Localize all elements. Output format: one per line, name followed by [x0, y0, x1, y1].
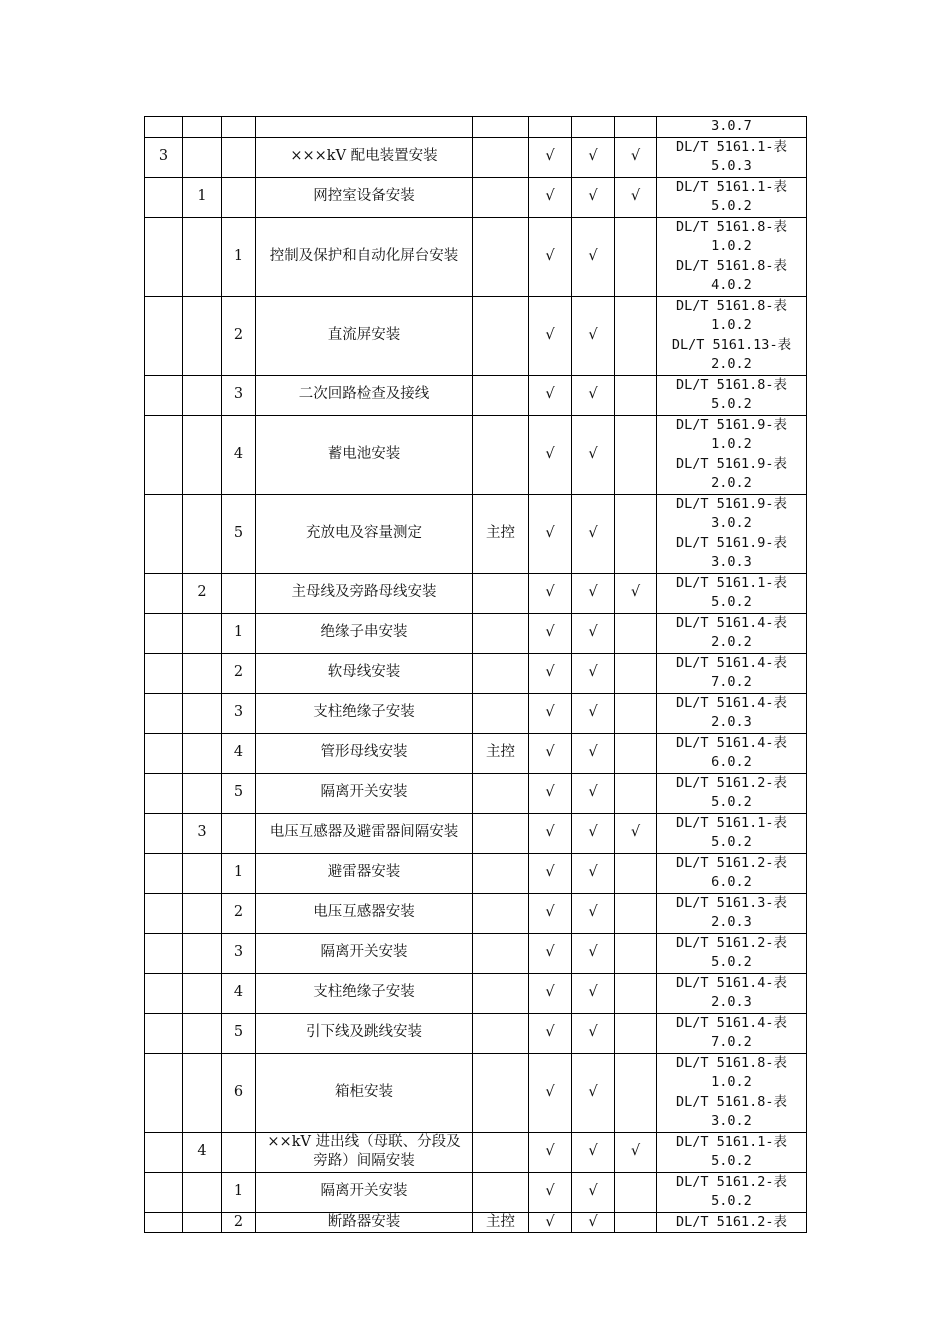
check-mark-cell-3 [615, 653, 657, 693]
check-mark-cell-2: √ [572, 773, 615, 813]
control-point-cell [473, 415, 529, 494]
table-row [145, 733, 807, 773]
table-row [145, 1132, 807, 1172]
standard-reference-cell [657, 375, 807, 415]
standard-reference-line: 3.0.2 [711, 515, 752, 531]
standard-reference-line: DL/T 5161.2-表 [675, 1213, 788, 1230]
table-row [145, 177, 807, 217]
standard-reference-line: 2.0.2 [711, 356, 752, 372]
level1-number-cell [145, 415, 183, 494]
level2-number-cell [183, 415, 222, 494]
level2-number-cell [183, 494, 222, 573]
level2-number-cell [183, 375, 222, 415]
work-item-name-cell: 引下线及跳线安装 [256, 1013, 473, 1053]
level3-number-cell [222, 117, 256, 138]
check-mark-cell-3: √ [615, 1132, 657, 1172]
standard-reference-cell [657, 693, 807, 733]
level1-number-cell [145, 1053, 183, 1132]
work-item-name-cell: 直流屏安装 [256, 296, 473, 375]
level3-number-cell: 1 [222, 1172, 256, 1212]
control-point-cell: 主控 [473, 733, 529, 773]
level2-number-cell: 2 [183, 573, 222, 613]
table-row [145, 573, 807, 613]
check-mark-cell-1: √ [529, 1212, 572, 1233]
control-point-cell: 主控 [473, 1212, 529, 1233]
table-body [145, 117, 807, 1233]
standard-reference-cell [657, 415, 807, 494]
control-point-cell [473, 296, 529, 375]
standard-reference-line: 5.0.2 [711, 198, 752, 214]
standard-reference-cell [657, 853, 807, 893]
standard-reference-cell [657, 117, 807, 138]
check-mark-cell-3 [615, 613, 657, 653]
table-row [145, 217, 807, 296]
check-mark-cell-1: √ [529, 1172, 572, 1212]
level1-number-cell [145, 375, 183, 415]
level1-number-cell [145, 653, 183, 693]
work-item-name-cell [256, 117, 473, 138]
check-mark-cell-2: √ [572, 653, 615, 693]
check-mark-cell-3 [615, 415, 657, 494]
work-item-name-cell: 支柱绝缘子安装 [256, 693, 473, 733]
standard-reference-cell [657, 933, 807, 973]
control-point-cell [473, 693, 529, 733]
level2-number-cell [183, 893, 222, 933]
standard-reference-cell [657, 573, 807, 613]
work-item-name-cell: 主母线及旁路母线安装 [256, 573, 473, 613]
control-point-cell [473, 375, 529, 415]
standard-reference-cell [657, 217, 807, 296]
standard-reference-cell [657, 733, 807, 773]
standard-reference-line: DL/T 5161.1-表 [675, 178, 788, 195]
table-row [145, 973, 807, 1013]
level2-number-cell [183, 933, 222, 973]
check-mark-cell-3 [615, 375, 657, 415]
standard-reference-line: 5.0.2 [711, 834, 752, 850]
check-mark-cell-1: √ [529, 933, 572, 973]
control-point-cell [473, 653, 529, 693]
standard-reference-line: DL/T 5161.4-表 [675, 974, 788, 991]
check-mark-cell-1: √ [529, 177, 572, 217]
work-item-name-cell: ×××kV 配电装置安装 [256, 137, 473, 177]
check-mark-cell-2: √ [572, 1013, 615, 1053]
standard-reference-line: 5.0.2 [711, 794, 752, 810]
control-point-cell [473, 1013, 529, 1053]
control-point-cell [473, 177, 529, 217]
check-mark-cell-1: √ [529, 693, 572, 733]
control-point-cell [473, 1132, 529, 1172]
level3-number-cell [222, 573, 256, 613]
work-item-name-cell: 隔离开关安装 [256, 933, 473, 973]
level1-number-cell [145, 1132, 183, 1172]
check-mark-cell-3 [615, 933, 657, 973]
level2-number-cell: 3 [183, 813, 222, 853]
check-mark-cell-3: √ [615, 177, 657, 217]
check-mark-cell-3 [615, 1212, 657, 1233]
check-mark-cell-3: √ [615, 573, 657, 613]
check-mark-cell-2: √ [572, 733, 615, 773]
standard-reference-line: DL/T 5161.4-表 [675, 694, 788, 711]
table-row [145, 1212, 807, 1233]
standard-reference-line: 2.0.2 [711, 475, 752, 491]
check-mark-cell-2 [572, 117, 615, 138]
table-row [145, 933, 807, 973]
table-row [145, 773, 807, 813]
check-mark-cell-1: √ [529, 973, 572, 1013]
check-mark-cell-1: √ [529, 733, 572, 773]
level2-number-cell [183, 217, 222, 296]
level2-number-cell [183, 733, 222, 773]
check-mark-cell-1: √ [529, 813, 572, 853]
check-mark-cell-3 [615, 1013, 657, 1053]
standard-reference-line: DL/T 5161.9-表 [675, 534, 788, 551]
level1-number-cell [145, 217, 183, 296]
check-mark-cell-2: √ [572, 177, 615, 217]
level3-number-cell: 1 [222, 217, 256, 296]
level2-number-cell [183, 693, 222, 733]
table-row [145, 296, 807, 375]
standard-reference-cell [657, 653, 807, 693]
standard-reference-line: DL/T 5161.13-表 [671, 336, 792, 353]
standard-reference-line: 2.0.2 [711, 634, 752, 650]
level2-number-cell [183, 1172, 222, 1212]
check-mark-cell-1: √ [529, 653, 572, 693]
standard-reference-line: DL/T 5161.8-表 [675, 257, 788, 274]
standard-reference-line: 5.0.3 [711, 158, 752, 174]
level3-number-cell: 2 [222, 653, 256, 693]
level3-number-cell: 2 [222, 1212, 256, 1233]
control-point-cell [473, 613, 529, 653]
table-row [145, 375, 807, 415]
work-item-name-cell: 隔离开关安装 [256, 1172, 473, 1212]
check-mark-cell-1: √ [529, 773, 572, 813]
work-item-name-cell: 避雷器安装 [256, 853, 473, 893]
level1-number-cell [145, 573, 183, 613]
inspection-items-table [144, 116, 807, 1233]
standard-reference-line: 3.0.2 [711, 1113, 752, 1129]
standard-reference-line: 6.0.2 [711, 874, 752, 890]
check-mark-cell-1 [529, 117, 572, 138]
check-mark-cell-3: √ [615, 137, 657, 177]
check-mark-cell-1: √ [529, 1053, 572, 1132]
level2-number-cell [183, 1013, 222, 1053]
check-mark-cell-2: √ [572, 853, 615, 893]
standard-reference-cell [657, 813, 807, 853]
standard-reference-line: DL/T 5161.8-表 [675, 376, 788, 393]
check-mark-cell-2: √ [572, 1053, 615, 1132]
standard-reference-line: DL/T 5161.2-表 [675, 1173, 788, 1190]
work-item-name-cell: 充放电及容量测定 [256, 494, 473, 573]
work-item-name-cell: 电压互感器安装 [256, 893, 473, 933]
level1-number-cell [145, 613, 183, 653]
table-row [145, 693, 807, 733]
check-mark-cell-3 [615, 1053, 657, 1132]
level3-number-cell [222, 177, 256, 217]
level1-number-cell [145, 853, 183, 893]
standard-reference-line: DL/T 5161.2-表 [675, 854, 788, 871]
level1-number-cell [145, 1172, 183, 1212]
work-item-name-cell: 支柱绝缘子安装 [256, 973, 473, 1013]
check-mark-cell-2: √ [572, 375, 615, 415]
level1-number-cell [145, 693, 183, 733]
work-item-name-cell: 网控室设备安装 [256, 177, 473, 217]
check-mark-cell-1: √ [529, 893, 572, 933]
work-item-name-cell: 蓄电池安装 [256, 415, 473, 494]
control-point-cell [473, 893, 529, 933]
standard-reference-line: DL/T 5161.1-表 [675, 1133, 788, 1150]
standard-reference-line: 5.0.2 [711, 1193, 752, 1209]
standard-reference-cell [657, 494, 807, 573]
check-mark-cell-2: √ [572, 1172, 615, 1212]
standard-reference-line: DL/T 5161.3-表 [675, 894, 788, 911]
check-mark-cell-2: √ [572, 613, 615, 653]
check-mark-cell-2: √ [572, 1132, 615, 1172]
table-row [145, 1172, 807, 1212]
check-mark-cell-1: √ [529, 375, 572, 415]
standard-reference-cell [657, 177, 807, 217]
check-mark-cell-3 [615, 494, 657, 573]
level3-number-cell: 5 [222, 1013, 256, 1053]
check-mark-cell-3 [615, 853, 657, 893]
check-mark-cell-2: √ [572, 137, 615, 177]
level2-number-cell [183, 117, 222, 138]
work-item-name-cell: ××kV 进出线（母联、分段及旁路）间隔安装 [256, 1132, 473, 1172]
check-mark-cell-2: √ [572, 693, 615, 733]
level1-number-cell [145, 1013, 183, 1053]
table-row [145, 137, 807, 177]
work-item-name-cell: 二次回路检查及接线 [256, 375, 473, 415]
check-mark-cell-3 [615, 217, 657, 296]
standard-reference-cell [657, 893, 807, 933]
standard-reference-line: DL/T 5161.4-表 [675, 734, 788, 751]
control-point-cell [473, 117, 529, 138]
table-row [145, 1013, 807, 1053]
control-point-cell [473, 137, 529, 177]
standard-reference-line: 6.0.2 [711, 754, 752, 770]
standard-reference-cell [657, 296, 807, 375]
level2-number-cell [183, 613, 222, 653]
standard-reference-cell [657, 613, 807, 653]
standard-reference-line: DL/T 5161.1-表 [675, 138, 788, 155]
control-point-cell [473, 853, 529, 893]
standard-reference-line: 1.0.2 [711, 436, 752, 452]
check-mark-cell-3 [615, 1172, 657, 1212]
check-mark-cell-2: √ [572, 1212, 615, 1233]
level3-number-cell: 2 [222, 893, 256, 933]
table-row [145, 613, 807, 653]
check-mark-cell-1: √ [529, 415, 572, 494]
level3-number-cell: 3 [222, 375, 256, 415]
standard-reference-line: DL/T 5161.1-表 [675, 814, 788, 831]
standard-reference-cell [657, 973, 807, 1013]
standard-reference-line: DL/T 5161.2-表 [675, 774, 788, 791]
check-mark-cell-1: √ [529, 573, 572, 613]
level1-number-cell [145, 893, 183, 933]
level3-number-cell: 5 [222, 773, 256, 813]
work-item-name-cell: 电压互感器及避雷器间隔安装 [256, 813, 473, 853]
standard-reference-cell [657, 1013, 807, 1053]
check-mark-cell-2: √ [572, 973, 615, 1013]
standard-reference-line: DL/T 5161.2-表 [675, 934, 788, 951]
check-mark-cell-1: √ [529, 494, 572, 573]
level3-number-cell: 2 [222, 296, 256, 375]
standard-reference-line: 7.0.2 [711, 1034, 752, 1050]
check-mark-cell-2: √ [572, 933, 615, 973]
table-row [145, 813, 807, 853]
standard-reference-line: DL/T 5161.4-表 [675, 614, 788, 631]
check-mark-cell-1: √ [529, 853, 572, 893]
check-mark-cell-1: √ [529, 137, 572, 177]
standard-reference-cell [657, 1212, 807, 1233]
level2-number-cell [183, 773, 222, 813]
control-point-cell [473, 933, 529, 973]
level3-number-cell: 6 [222, 1053, 256, 1132]
standard-reference-line: DL/T 5161.9-表 [675, 455, 788, 472]
table-row [145, 853, 807, 893]
standard-reference-line: 4.0.2 [711, 277, 752, 293]
standard-reference-cell [657, 137, 807, 177]
standard-reference-line: 7.0.2 [711, 674, 752, 690]
check-mark-cell-2: √ [572, 415, 615, 494]
level3-number-cell: 3 [222, 693, 256, 733]
standard-reference-cell [657, 1172, 807, 1212]
standard-reference-line: 2.0.3 [711, 994, 752, 1010]
check-mark-cell-3: √ [615, 813, 657, 853]
level1-number-cell [145, 177, 183, 217]
check-mark-cell-1: √ [529, 1013, 572, 1053]
standard-reference-line: 3.0.3 [711, 554, 752, 570]
level1-number-cell [145, 296, 183, 375]
table-row [145, 117, 807, 138]
level1-number-cell [145, 813, 183, 853]
level1-number-cell [145, 933, 183, 973]
standard-reference-line: DL/T 5161.8-表 [675, 218, 788, 235]
standard-reference-line: 5.0.2 [711, 396, 752, 412]
check-mark-cell-2: √ [572, 813, 615, 853]
level1-number-cell: 3 [145, 137, 183, 177]
work-item-name-cell: 隔离开关安装 [256, 773, 473, 813]
level2-number-cell: 1 [183, 177, 222, 217]
level3-number-cell: 3 [222, 933, 256, 973]
check-mark-cell-1: √ [529, 613, 572, 653]
standard-reference-cell [657, 1053, 807, 1132]
level3-number-cell [222, 813, 256, 853]
level2-number-cell: 4 [183, 1132, 222, 1172]
work-item-name-cell: 管形母线安装 [256, 733, 473, 773]
level2-number-cell [183, 973, 222, 1013]
level2-number-cell [183, 853, 222, 893]
level1-number-cell [145, 494, 183, 573]
check-mark-cell-1: √ [529, 296, 572, 375]
work-item-name-cell: 箱柜安装 [256, 1053, 473, 1132]
standard-reference-line: 5.0.2 [711, 1153, 752, 1169]
standard-reference-cell [657, 1132, 807, 1172]
level3-number-cell: 1 [222, 613, 256, 653]
level3-number-cell: 4 [222, 415, 256, 494]
level1-number-cell [145, 733, 183, 773]
check-mark-cell-3 [615, 733, 657, 773]
level1-number-cell [145, 973, 183, 1013]
control-point-cell [473, 573, 529, 613]
table-row [145, 893, 807, 933]
standard-reference-line: DL/T 5161.8-表 [675, 1093, 788, 1110]
standard-reference-cell [657, 773, 807, 813]
standard-reference-line: DL/T 5161.4-表 [675, 654, 788, 671]
level3-number-cell [222, 1132, 256, 1172]
level2-number-cell [183, 137, 222, 177]
standard-reference-line: 1.0.2 [711, 238, 752, 254]
check-mark-cell-3 [615, 773, 657, 813]
standard-reference-line: DL/T 5161.8-表 [675, 1054, 788, 1071]
control-point-cell [473, 973, 529, 1013]
level2-number-cell [183, 1053, 222, 1132]
check-mark-cell-3 [615, 693, 657, 733]
level1-number-cell [145, 117, 183, 138]
table-row [145, 494, 807, 573]
table-row [145, 653, 807, 693]
work-item-name-cell: 断路器安装 [256, 1212, 473, 1233]
standard-reference-line: DL/T 5161.8-表 [675, 297, 788, 314]
standard-reference-line: DL/T 5161.4-表 [675, 1014, 788, 1031]
standard-reference-line: 5.0.2 [711, 954, 752, 970]
standard-reference-line: 2.0.3 [711, 914, 752, 930]
level3-number-cell: 4 [222, 973, 256, 1013]
check-mark-cell-3 [615, 296, 657, 375]
check-mark-cell-3 [615, 117, 657, 138]
work-item-name-cell: 软母线安装 [256, 653, 473, 693]
level1-number-cell [145, 773, 183, 813]
standard-reference-line: 1.0.2 [711, 1074, 752, 1090]
check-mark-cell-2: √ [572, 217, 615, 296]
control-point-cell [473, 1172, 529, 1212]
level2-number-cell [183, 1212, 222, 1233]
check-mark-cell-2: √ [572, 573, 615, 613]
check-mark-cell-1: √ [529, 217, 572, 296]
control-point-cell [473, 217, 529, 296]
level2-number-cell [183, 296, 222, 375]
control-point-cell [473, 1053, 529, 1132]
control-point-cell: 主控 [473, 494, 529, 573]
check-mark-cell-1: √ [529, 1132, 572, 1172]
standard-reference-line: 1.0.2 [711, 317, 752, 333]
check-mark-cell-3 [615, 973, 657, 1013]
work-item-name-cell: 绝缘子串安装 [256, 613, 473, 653]
check-mark-cell-3 [615, 893, 657, 933]
check-mark-cell-2: √ [572, 494, 615, 573]
standard-reference-line: 2.0.3 [711, 714, 752, 730]
level3-number-cell: 5 [222, 494, 256, 573]
standard-reference-line: DL/T 5161.9-表 [675, 495, 788, 512]
check-mark-cell-2: √ [572, 893, 615, 933]
standard-reference-line: DL/T 5161.9-表 [675, 416, 788, 433]
check-mark-cell-2: √ [572, 296, 615, 375]
level1-number-cell [145, 1212, 183, 1233]
control-point-cell [473, 773, 529, 813]
standard-reference-line: 5.0.2 [711, 594, 752, 610]
standard-reference-line: 3.0.7 [711, 118, 752, 134]
work-item-name-cell: 控制及保护和自动化屏台安装 [256, 217, 473, 296]
level2-number-cell [183, 653, 222, 693]
level3-number-cell: 1 [222, 853, 256, 893]
standard-reference-line: DL/T 5161.1-表 [675, 574, 788, 591]
table-row [145, 415, 807, 494]
table-row [145, 1053, 807, 1132]
control-point-cell [473, 813, 529, 853]
level3-number-cell: 4 [222, 733, 256, 773]
level3-number-cell [222, 137, 256, 177]
